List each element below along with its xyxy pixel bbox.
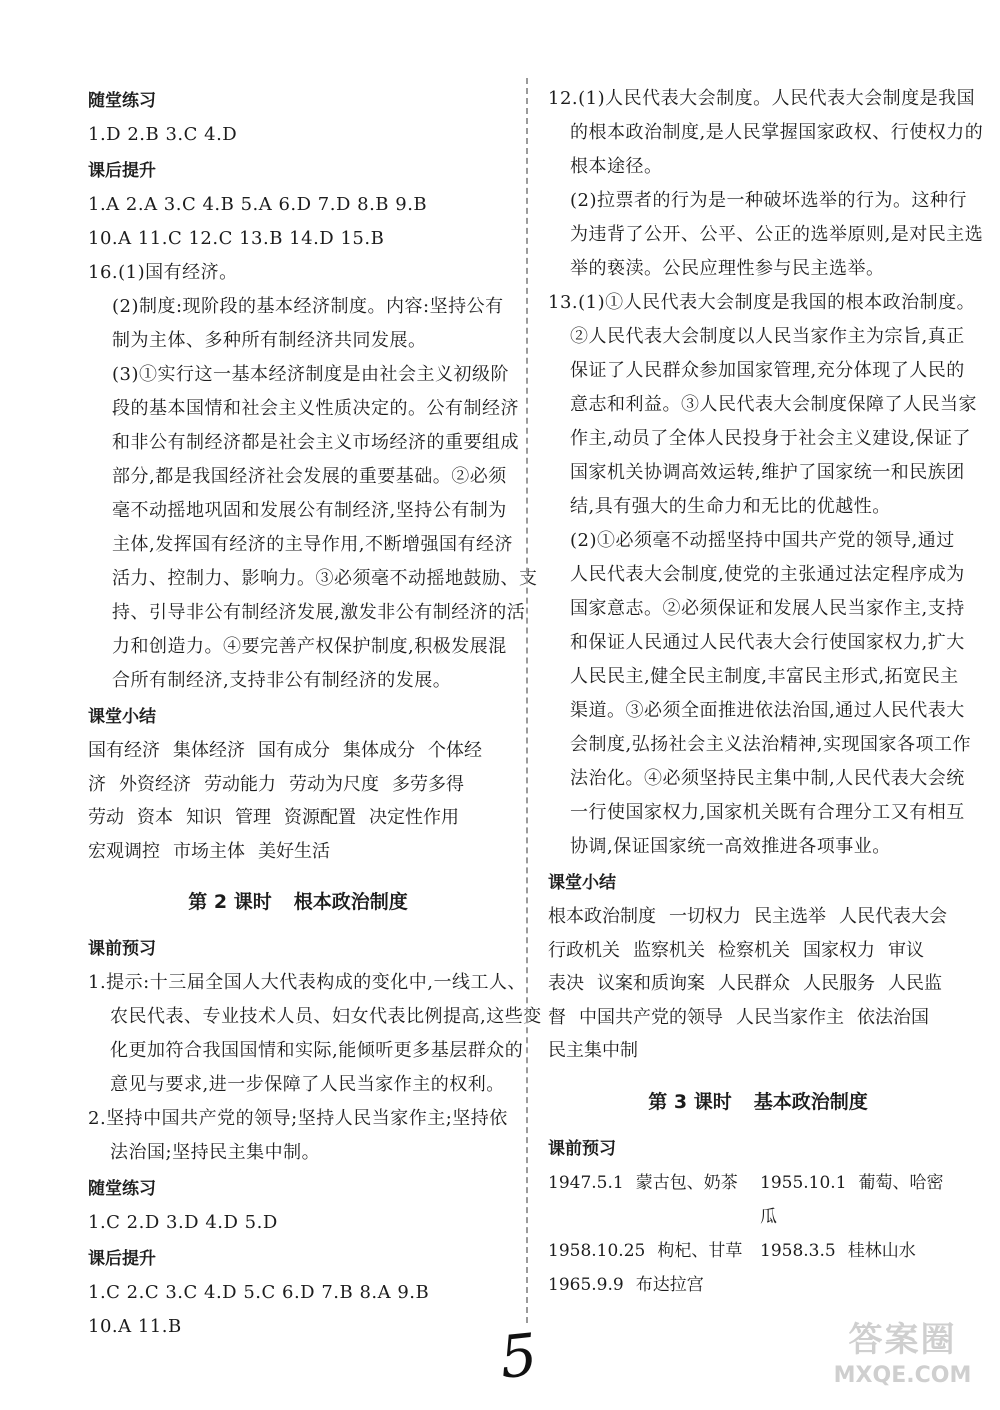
answer-line: (2)拉票者的行为是一种破坏选举的行为。这种行: [570, 190, 967, 211]
keyword: 根本政治制度: [548, 906, 656, 927]
answer-line: 的根本政治制度,是人民掌握国家政权、行使权力的: [570, 122, 984, 143]
answer-line: 一行使国家权力,国家机关既有合理分工又有相互: [570, 802, 965, 823]
watermark-text: 答案圈: [848, 1320, 957, 1360]
answer-line: 根本途径。: [570, 156, 663, 177]
answer-line: 化更加符合我国国情和实际,能倾听更多基层群众的: [110, 1040, 524, 1061]
lesson-title: [548, 1082, 968, 1122]
section-heading: 课堂小结: [548, 873, 616, 893]
keyword: 民主集中制: [548, 1040, 638, 1061]
answer-line: 渠道。③必须全面推进依法治国,通过人民代表大: [570, 700, 965, 721]
answer-line: 持、引导非公有制经济发展,激发非公有制经济的活: [112, 602, 526, 623]
answer-line: 结,具有强大的生命力和无比的优越性。: [570, 496, 891, 517]
keyword: 表决: [548, 973, 584, 994]
keyword: 人民群众: [718, 973, 790, 994]
summary-line: [548, 967, 968, 1001]
answer-line: 国家机关协调高效运转,维护了国家统一和民族团: [570, 462, 965, 483]
keyword: 人民服务: [803, 973, 875, 994]
keyword: 劳动: [88, 807, 124, 828]
keyword: 督: [548, 1006, 566, 1028]
date-item: 枸杞、甘草: [657, 1240, 743, 1261]
answer-line: 10.A 11.C 12.C 13.B 14.D 15.B: [88, 228, 385, 249]
keyword: 国有经济: [88, 740, 160, 761]
answer-line: ②人民代表大会制度以人民当家作主为宗旨,真正: [570, 326, 965, 347]
lesson-name: 根本政治制度: [293, 891, 408, 913]
section-heading: 课堂小结: [88, 707, 156, 727]
answer-line: 主体,发挥国有经济的主导作用,不断增强国有经济: [112, 534, 513, 555]
right-column: [548, 82, 984, 1302]
keyword: 依法治国: [857, 1006, 929, 1028]
section-heading: 随堂练习: [88, 91, 156, 111]
date-entry: [760, 1166, 960, 1234]
answer-line: 和非公有制经济都是社会主义市场经济的重要组成: [112, 432, 519, 453]
keyword: 中国共产党的领导: [579, 1006, 723, 1028]
date-item: 蒙古包、奶茶: [635, 1172, 738, 1193]
answer-line: 13.(1)①人民代表大会制度是我国的根本政治制度。: [548, 292, 976, 313]
date-item: 葡萄、哈密瓜: [760, 1172, 944, 1227]
keyword: 市场主体: [173, 840, 245, 862]
answer-line: 举的亵渎。公民应理性参与民主选举。: [570, 258, 885, 279]
keyword: 国家权力: [803, 939, 875, 961]
page-number: 5: [496, 1320, 541, 1392]
summary-line: [88, 734, 508, 768]
keyword: 管理: [235, 807, 271, 828]
lesson-number: 第 3 课时: [648, 1090, 732, 1113]
date-item: 桂林山水: [847, 1240, 916, 1261]
answer-line: 农民代表、专业技术人员、妇女代表比例提高,这些变: [110, 1006, 542, 1027]
lesson-name: 基本政治制度: [753, 1090, 868, 1113]
keyword: 外资经济: [119, 773, 191, 795]
answer-line: 制为主体、多种所有制经济共同发展。: [112, 330, 427, 351]
keyword: 人民代表大会: [839, 906, 947, 927]
summary-line: [88, 835, 508, 869]
keyword: 一切权力: [669, 906, 741, 927]
watermark-url: MXQE.COM: [833, 1363, 972, 1388]
keyword: 多劳多得: [392, 773, 464, 795]
answer-line: 活力、控制力、影响力。③必须毫不动摇地鼓励、支: [112, 568, 538, 589]
keyword: 美好生活: [258, 840, 330, 862]
section-heading: 课前预习: [548, 1138, 616, 1159]
keyword: 宏观调控: [88, 840, 160, 862]
keyword: 国有成分: [258, 740, 330, 761]
date-list: [548, 1166, 968, 1302]
keyword: 行政机关: [548, 939, 620, 961]
date: 1965.9.9: [548, 1274, 624, 1295]
keyword: 知识: [186, 807, 222, 828]
column-divider: [526, 78, 528, 1323]
answer-line: 和保证人民通过人民代表大会行使国家权力,扩大: [570, 632, 965, 653]
answer-line: 段的基本国情和社会主义性质决定的。公有制经济: [112, 398, 519, 419]
keyword: 资源配置: [284, 807, 356, 828]
answer-line: 毫不动摇地巩固和发展公有制经济,坚持公有制为: [112, 500, 507, 521]
date-entry: [760, 1234, 960, 1268]
left-column: [88, 82, 542, 1344]
date-entry: [548, 1234, 760, 1268]
answer-line: 1.C 2.C 3.C 4.D 5.C 6.D 7.B 8.A 9.B: [88, 1282, 430, 1303]
keyword: 监察机关: [633, 939, 705, 961]
summary-line: [88, 801, 508, 835]
answer-line: 合所有制经济,支持非公有制经济的发展。: [112, 670, 452, 691]
answer-line: 10.A 11.B: [88, 1316, 182, 1337]
keyword: 个体经: [428, 740, 482, 761]
answer-line: (2)制度:现阶段的基本经济制度。内容:坚持公有: [112, 296, 504, 317]
summary-line: [548, 900, 968, 934]
answer-line: 意见与要求,进一步保障了人民当家作主的权利。: [110, 1074, 505, 1095]
keyword: 审议: [888, 939, 924, 961]
date: 1958.3.5: [760, 1240, 836, 1261]
keyword: 集体经济: [173, 740, 245, 761]
keyword: 议案和质询案: [597, 973, 705, 994]
keyword: 人民监: [888, 973, 942, 994]
answer-line: 法治国;坚持民主集中制。: [110, 1142, 321, 1163]
date-entry: [548, 1268, 760, 1302]
date-entry: [548, 1166, 760, 1234]
answer-line: 协调,保证国家统一高效推进各项事业。: [570, 836, 891, 857]
date-item: 布达拉宫: [635, 1274, 704, 1295]
summary-line: [548, 934, 968, 968]
answer-line: 法治化。④必须坚持民主集中制,人民代表大会统: [570, 768, 965, 789]
answer-line: (2)①必须毫不动摇坚持中国共产党的领导,通过: [570, 530, 955, 551]
answer-line: 人民民主,健全民主制度,丰富民主形式,拓宽民主: [570, 666, 959, 687]
watermark: [815, 1318, 990, 1398]
keyword: 检察机关: [718, 939, 790, 961]
section-heading: 课后提升: [88, 1249, 156, 1269]
answer-line: 意志和利益。③人民代表大会制度保障了人民当家: [570, 394, 977, 415]
lesson-number: 第 2 课时: [188, 891, 272, 913]
keyword: 劳动能力: [204, 773, 276, 795]
keyword: 劳动为尺度: [289, 773, 379, 795]
answer-line: 作主,动员了全体人民投身于社会主义建设,保证了: [570, 428, 971, 449]
answer-line: 部分,都是我国经济社会发展的重要基础。②必须: [112, 466, 507, 487]
answer-line: (3)①实行这一基本经济制度是由社会主义初级阶: [112, 364, 509, 385]
lesson-title: [88, 882, 508, 922]
section-heading: 随堂练习: [88, 1179, 156, 1199]
answer-line: 16.(1)国有经济。: [88, 262, 238, 283]
date: 1958.10.25: [548, 1240, 646, 1261]
answer-line: 1.提示:十三届全国人大代表构成的变化中,一线工人、: [88, 972, 526, 993]
section-heading: 课前预习: [88, 939, 156, 959]
answer-line: 为违背了公开、公平、公正的选举原则,是对民主选: [570, 224, 984, 245]
answer-line: 人民代表大会制度,使党的主张通过法定程序成为: [570, 564, 965, 585]
answer-line: 1.A 2.A 3.C 4.B 5.A 6.D 7.D 8.B 9.B: [88, 194, 428, 215]
answer-line: 1.D 2.B 3.C 4.D: [88, 124, 238, 145]
summary-line: [548, 1034, 968, 1068]
date: 1947.5.1: [548, 1172, 624, 1193]
keyword: 民主选举: [754, 906, 826, 927]
answer-line: 会制度,弘扬社会主义法治精神,实现国家各项工作: [570, 734, 971, 755]
keyword: 集体成分: [343, 740, 415, 761]
summary-line: [548, 1001, 968, 1035]
date: 1955.10.1: [760, 1172, 847, 1193]
answer-line: 12.(1)人民代表大会制度。人民代表大会制度是我国: [548, 88, 976, 109]
summary-line: [88, 768, 508, 802]
keyword: 济: [88, 773, 106, 795]
keyword: 决定性作用: [369, 807, 459, 828]
answer-line: 1.C 2.D 3.D 4.D 5.D: [88, 1212, 278, 1233]
answer-line: 保证了人民群众参加国家管理,充分体现了人民的: [570, 360, 965, 381]
answer-line: 国家意志。②必须保证和发展人民当家作主,支持: [570, 598, 965, 619]
answer-line: 力和创造力。④要完善产权保护制度,积极发展混: [112, 636, 507, 657]
keyword: 人民当家作主: [736, 1006, 844, 1028]
section-heading: 课后提升: [88, 161, 156, 181]
keyword: 资本: [137, 807, 173, 828]
answer-line: 2.坚持中国共产党的领导;坚持人民当家作主;坚持依: [88, 1108, 508, 1129]
